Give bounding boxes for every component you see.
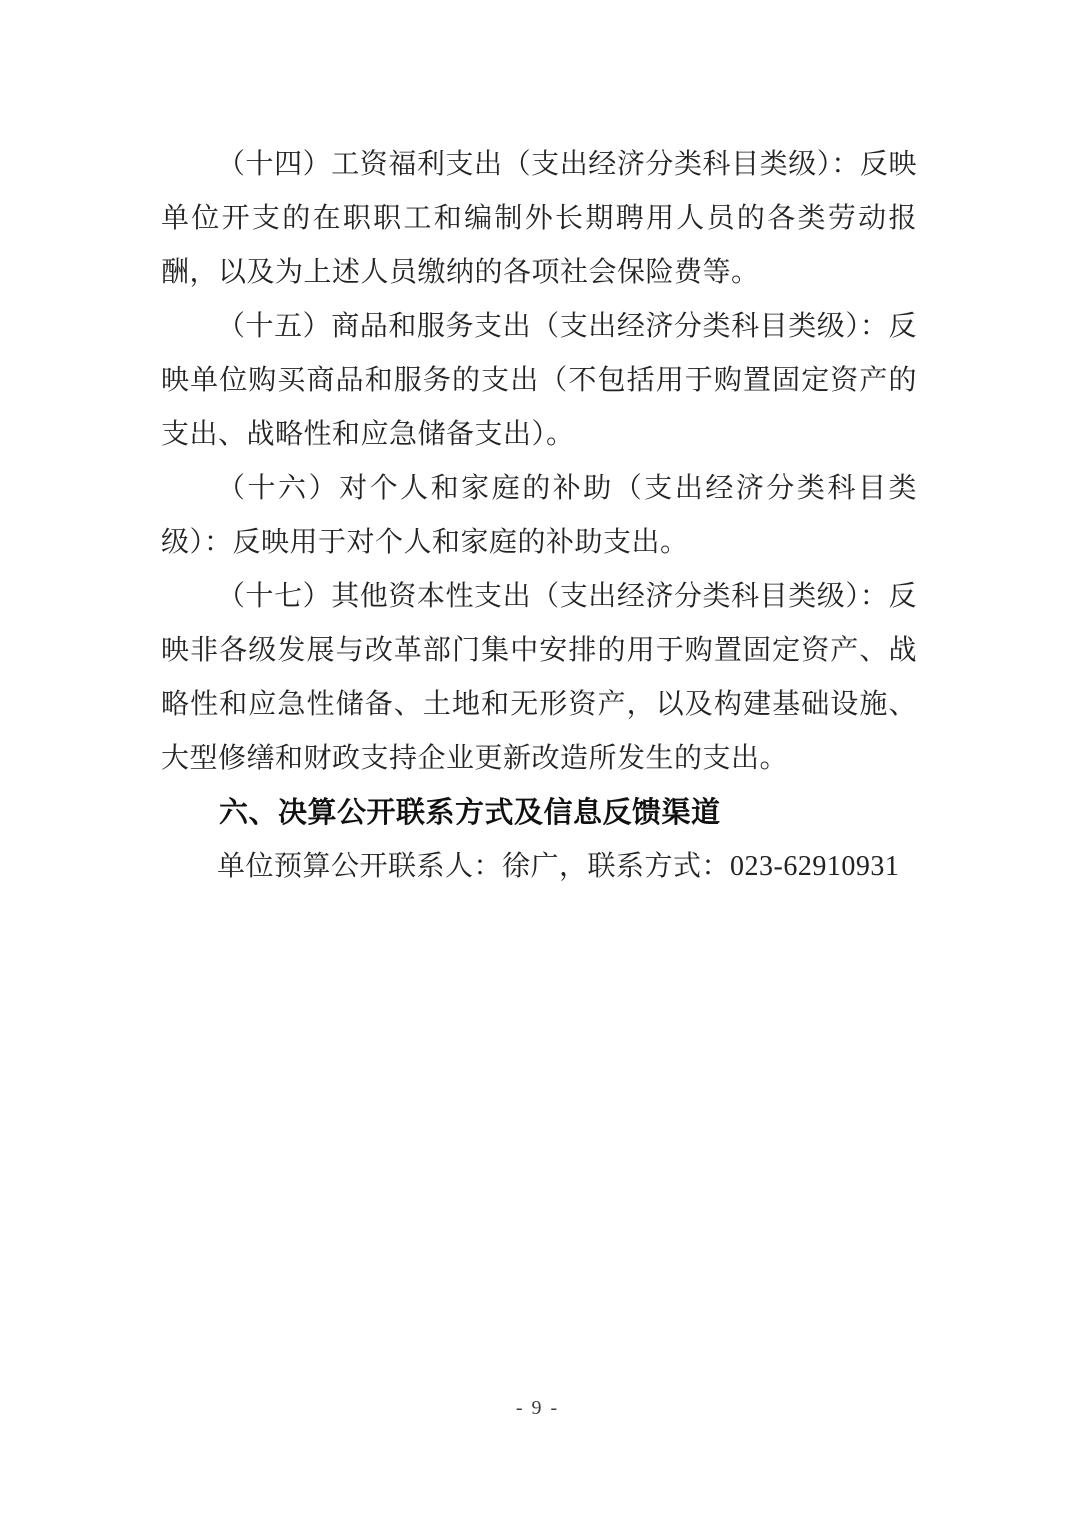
paragraph-expense-category-17: （十七）其他资本性支出（支出经济分类科目类级）：反映非各级发展与改革部门集中安排的用于购置固定资产、战略性和应急性储备、土地和无形资产，以及构建基础设施、大型修缮和财政支持企业更新改造所发生的支出。 (161, 581, 917, 774)
paragraph-expense-category-16: （十六）对个人和家庭的补助（支出经济分类科目类级）：反映用于对个人和家庭的补助支出。 (161, 473, 917, 558)
section-heading-contact-channels: 六、决算公开联系方式及信息反馈渠道 (219, 797, 721, 829)
document-content (161, 138, 917, 894)
page-number: - 9 - (515, 1397, 560, 1419)
paragraph-expense-category-14: （十四）工资福利支出（支出经济分类科目类级）：反映单位开支的在职职工和编制外长期聘用人员的各类劳动报酬，以及为上述人员缴纳的各项社会保险费等。 (161, 149, 917, 288)
paragraph-expense-category-15: （十五）商品和服务支出（支出经济分类科目类级）：反映单位购买商品和服务的支出（不包括用于购置固定资产的支出、战略性和应急储备支出）。 (161, 311, 917, 450)
contact-info-line: 单位预算公开联系人：徐广，联系方式：023-62910931 (217, 851, 900, 882)
